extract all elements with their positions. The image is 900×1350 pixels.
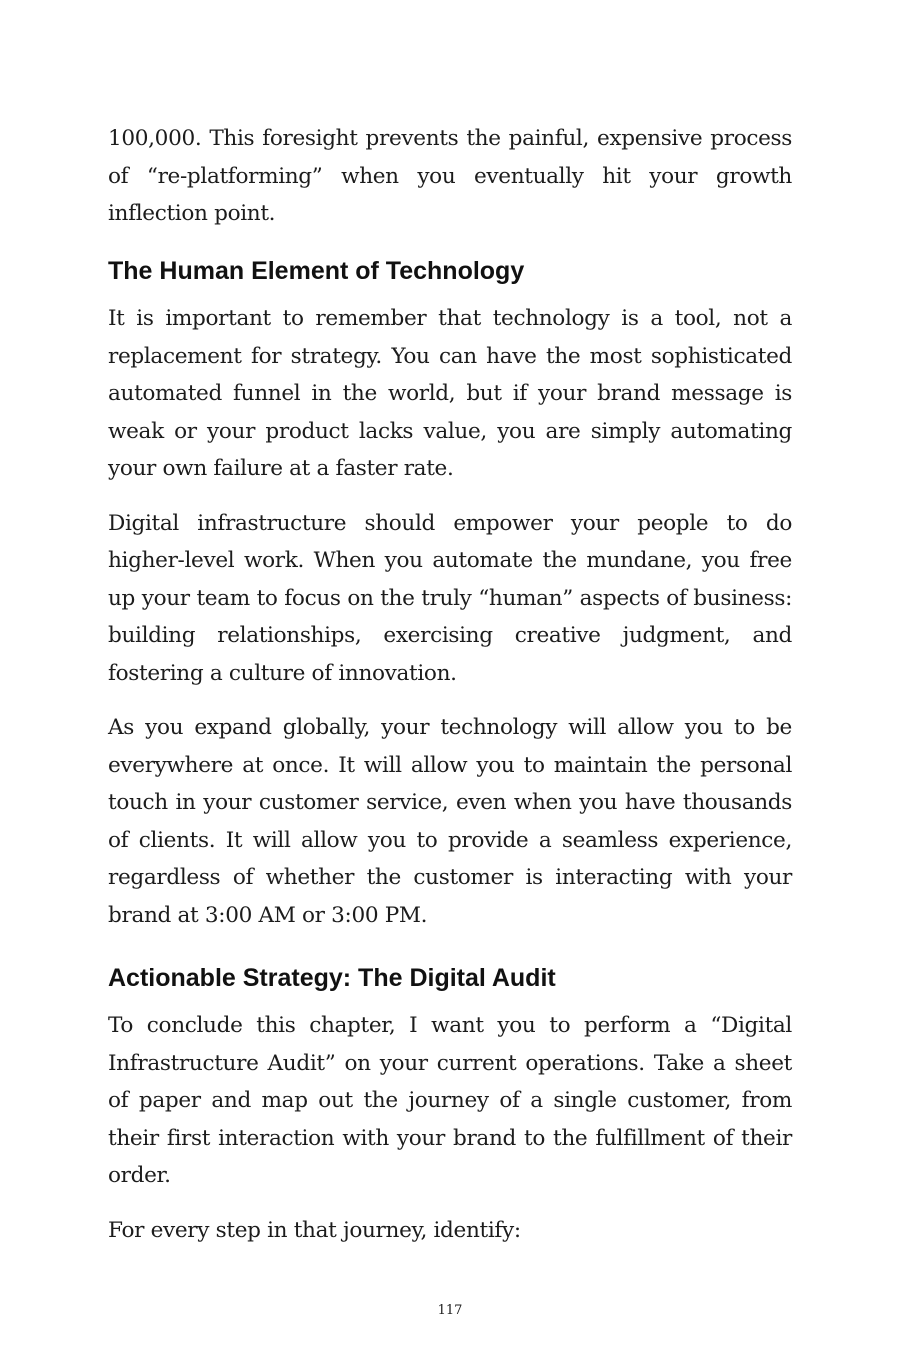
page-number: 117	[437, 1303, 463, 1318]
paragraph-replatforming: 100,000. This foresight prevents the painful, expensive process of “re-platforming” when you eventually hit your growth inflection point.	[108, 126, 792, 226]
page-content	[108, 120, 792, 1249]
paragraph-every-step: For every step in that journey, identify:	[108, 1217, 521, 1243]
paragraph-conclude-chapter: To conclude this chapter, I want you to perform a “Digital Infrastructure Audit” on your current operations. Take a sheet of paper and map out the journey of a single customer, from their first interaction with your brand to the fulfillment of their order.	[108, 1013, 792, 1188]
heading-human-element: The Human Element of Technology	[108, 257, 525, 285]
paragraph-technology-tool: It is important to remember that technology is a tool, not a replacement for strategy. You can have the most sophisticated automated funnel in the world, but if your brand message is weak or your product lacks value, you are simply automating your own failure at a faster rate.	[108, 306, 792, 481]
paragraph-digital-infrastructure: Digital infrastructure should empower your people to do higher-level work. When you automate the mundane, you free up your team to focus on the truly “human” aspects of business: building relationships, exercising creative judgment, and fostering a culture of innovation.	[108, 510, 792, 686]
paragraph-expand-globally: As you expand globally, your technology will allow you to be everywhere at once. It will allow you to maintain the personal touch in your customer service, even when you have thousands of clients. It will allow you to provide a seamless experience, regardless of whether the customer is interacting with your brand at 3:00 AM or 3:00 PM.	[108, 715, 792, 928]
heading-digital-audit: Actionable Strategy: The Digital Audit	[108, 964, 556, 992]
